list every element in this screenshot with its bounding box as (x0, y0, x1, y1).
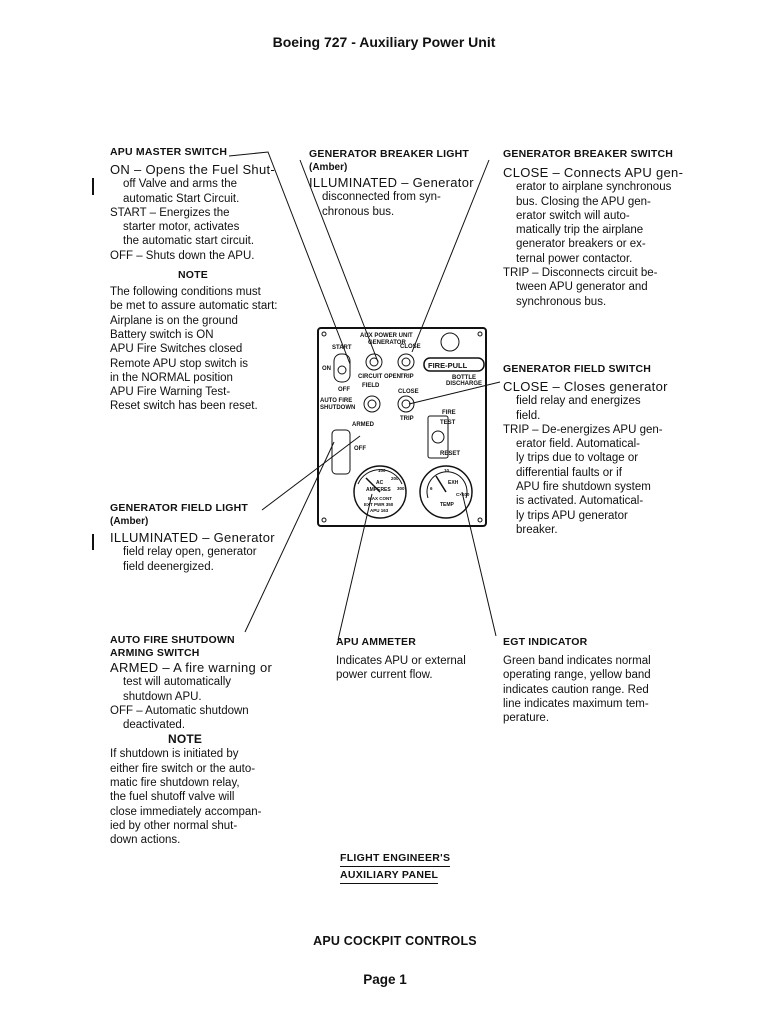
note-heading: NOTE (178, 269, 208, 282)
callout-line (462, 492, 496, 636)
panel-header-label: GENERATOR (368, 340, 406, 346)
off-description: OFF – Automatic shutdown (110, 704, 249, 717)
callout-line (262, 436, 360, 510)
note-line: the fuel shutoff valve will (110, 791, 235, 804)
description-line: chronous bus. (322, 205, 395, 218)
description-line: ly trips APU generator (516, 509, 628, 522)
panel-header-label: AUX POWER UNIT (360, 333, 413, 339)
amber-label: (Amber) (110, 516, 149, 527)
description-line: erator switch will auto- (516, 209, 630, 222)
egt-temp-label: TEMP (440, 502, 454, 508)
note-line: close immediately accompan- (110, 805, 262, 818)
start-description: START – Energizes the (110, 206, 230, 219)
description-line: APU fire shutdown system (516, 481, 651, 494)
egt-indicator-heading: EGT INDICATOR (503, 636, 588, 648)
description-line: field relay open, generator (123, 546, 257, 559)
panel-caption-line: AUXILIARY PANEL (340, 867, 438, 884)
panel-screw (478, 518, 482, 522)
off-description: OFF – Shuts down the APU. (110, 249, 255, 262)
ammeter-ac-label: AC (376, 480, 384, 486)
description-line: differential faults or if (516, 466, 622, 479)
panel-screw (322, 332, 326, 336)
bottle-discharge-light (441, 333, 459, 351)
close-label: CLOSE (398, 389, 419, 395)
apu-ammeter-heading: APU AMMETER (336, 636, 416, 648)
armed-description: ARMED – A fire warning or (110, 660, 273, 675)
note-line: Reset switch has been reset. (110, 400, 258, 413)
description-line: erator to airplane synchronous (516, 181, 672, 194)
ammeter-amperes-label: AMPERES (366, 487, 391, 493)
description-line: generator breakers or ex- (516, 238, 646, 251)
trip-label: TRIP (400, 416, 414, 422)
description-line: test will automatically (123, 676, 232, 689)
close-label: CLOSE (400, 344, 421, 350)
generator-breaker-switch (398, 354, 414, 370)
description-line: indicates caution range. Red (503, 683, 649, 696)
note-line: APU Fire Warning Test- (110, 386, 231, 399)
master-switch-toggle (338, 366, 346, 374)
ammeter-apu-label: APU 163 (370, 508, 389, 513)
description-line: line indicates maximum tem- (503, 697, 649, 710)
auto-fire-shutdown-heading: AUTO FIRE SHUTDOWN (110, 634, 235, 646)
generator-field-light (364, 396, 380, 412)
shutdown-label: SHUTDOWN (320, 405, 356, 411)
trip-label: TRIP (400, 374, 414, 380)
description-line: deactivated. (123, 719, 186, 732)
callout-line (300, 160, 378, 362)
egt-scale-lo: 6 (430, 486, 433, 491)
reset-label: RESET (440, 451, 461, 457)
description-line: starter motor, activates (123, 221, 240, 234)
note-line: ied by other normal shut- (110, 819, 238, 832)
ammeter-scale-100: 100 (378, 468, 386, 473)
description-line: automatic Start Circuit. (123, 192, 240, 205)
test-label: TEST (440, 420, 456, 426)
amber-label: (Amber) (309, 162, 348, 173)
bottle-label: BOTTLE (452, 375, 476, 381)
description-line: the automatic start circuit. (123, 235, 255, 248)
apu-master-switch-heading: APU MASTER SWITCH (110, 146, 228, 158)
description-line: perature. (503, 712, 550, 725)
description-line: is activated. Automatical- (516, 495, 644, 508)
auto-fire-shutdown-switch (332, 430, 350, 474)
note-line: The following conditions must (110, 286, 261, 299)
ammeter-scale-200: 200 (391, 476, 399, 481)
note-line: APU Fire Switches closed (110, 343, 243, 356)
generator-field-switch-heading: GENERATOR FIELD SWITCH (503, 363, 652, 375)
off-label: OFF (354, 446, 366, 452)
callout-line (338, 494, 372, 640)
generator-breaker-light-heading: GENERATOR BREAKER LIGHT (309, 148, 469, 160)
description-line: field relay and energizes (516, 395, 641, 408)
illuminated-description: ILLUMINATED – Generator (110, 530, 275, 545)
description-line: field deenergized. (123, 560, 214, 573)
note-line: Battery switch is ON (110, 328, 214, 341)
off-label: OFF (338, 387, 350, 393)
fire-pull-label: FIRE-PULL (428, 361, 468, 370)
note-line: in the NORMAL position (110, 371, 233, 384)
description-line: Indicates APU or external (336, 655, 466, 667)
note-heading: NOTE (168, 732, 203, 747)
callout-line (412, 160, 489, 352)
egt-unit-label: C×100 (456, 492, 470, 497)
panel-screw (322, 518, 326, 522)
description-line: off Valve and arms the (123, 178, 238, 191)
trip-description: TRIP – Disconnects circuit be- (503, 267, 658, 280)
note-line: be met to assure automatic start: (110, 300, 278, 313)
ammeter-ext-pwr-label: EXT PWR 350 (364, 502, 394, 507)
note-line: If shutdown is initiated by (110, 748, 239, 761)
description-line: breaker. (516, 523, 558, 536)
description-line: matically trip the airplane (516, 224, 644, 237)
panel-caption-line: FLIGHT ENGINEER'S (340, 850, 450, 867)
generator-field-light-heading: GENERATOR FIELD LIGHT (110, 502, 248, 514)
callout-line (245, 442, 334, 632)
description-line: bus. Closing the APU gen- (516, 195, 651, 208)
description-line: synchronous bus. (516, 295, 607, 308)
ammeter-scale-300: 300 (397, 486, 405, 491)
discharge-label: DISCHARGE (446, 381, 483, 387)
start-label: START (332, 345, 352, 351)
section-title: APU COCKPIT CONTROLS (313, 934, 477, 948)
description-line: operating range, yellow band (503, 669, 651, 682)
close-description: CLOSE – Closes generator (503, 379, 668, 394)
generator-breaker-light (366, 354, 382, 370)
on-label: ON (322, 366, 331, 372)
ammeter-max-cont-label: MAX CONT (368, 496, 392, 501)
note-line: matic fire shutdown relay, (110, 777, 240, 790)
page-title: Boeing 727 - Auxiliary Power Unit (272, 34, 496, 50)
description-line: Green band indicates normal (503, 655, 651, 667)
description-line: shutdown APU. (123, 690, 202, 703)
callout-line (229, 152, 350, 364)
description-line: tween APU generator and (516, 281, 648, 294)
description-line: ly trips due to voltage or (516, 452, 639, 465)
note-line: down actions. (110, 834, 181, 847)
trip-description: TRIP – De-energizes APU gen- (503, 423, 663, 436)
on-description: ON – Opens the Fuel Shut- (110, 162, 276, 177)
illuminated-description: ILLUMINATED – Generator (309, 175, 474, 190)
close-description: CLOSE – Connects APU gen- (503, 165, 684, 180)
description-line: ternal power contactor. (516, 252, 633, 265)
note-line: either fire switch or the auto- (110, 762, 256, 775)
field-label: FIELD (362, 383, 380, 389)
note-line: Remote APU stop switch is (110, 357, 249, 370)
egt-exh-label: EXH (448, 480, 459, 486)
arming-switch-heading: ARMING SWITCH (110, 647, 200, 659)
egt-scale-hi: 10 (444, 468, 450, 473)
description-line: field. (516, 409, 541, 422)
generator-field-switch (398, 396, 414, 412)
generator-breaker-switch-heading: GENERATOR BREAKER SWITCH (503, 148, 674, 160)
armed-label: ARMED (352, 422, 374, 428)
egt-needle (436, 476, 446, 492)
panel-screw (478, 332, 482, 336)
description-line: power current flow. (336, 669, 433, 682)
note-line: Airplane is on the ground (110, 314, 238, 327)
auto-fire-label: AUTO FIRE (320, 398, 353, 404)
fire-label: FIRE (442, 410, 456, 416)
page-number: Page 1 (363, 972, 407, 987)
description-line: disconnected from syn- (322, 191, 441, 204)
circuit-open-label: CIRCUIT OPEN (358, 374, 402, 380)
description-line: erator field. Automatical- (516, 438, 641, 451)
